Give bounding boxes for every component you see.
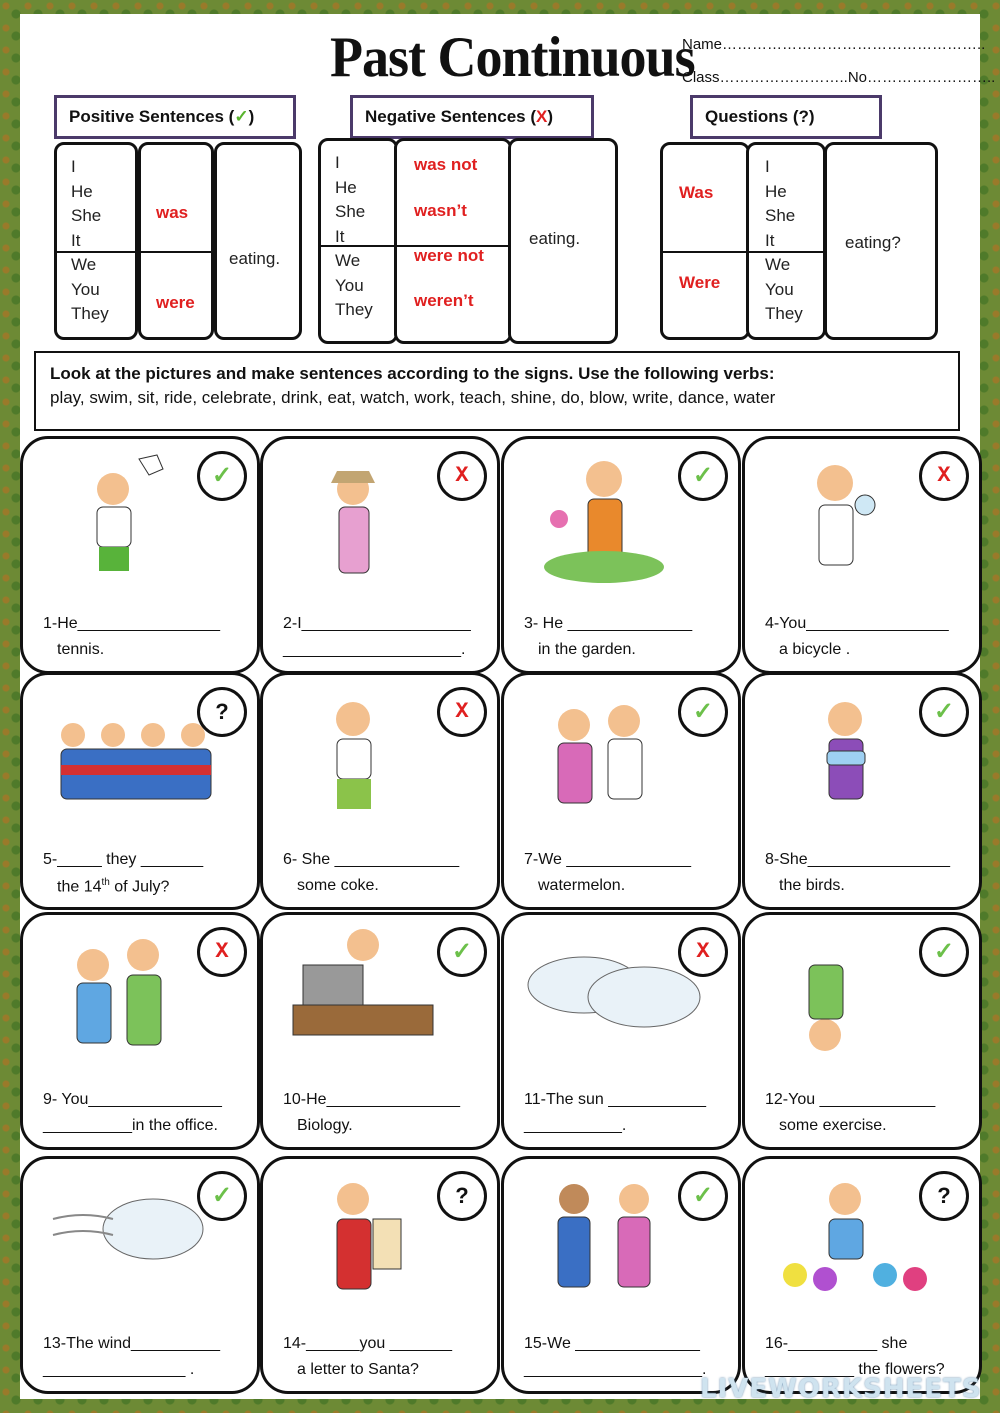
exercise-card bbox=[501, 1156, 741, 1394]
tick-sign-icon: ✓ bbox=[678, 687, 728, 737]
verb: eating. bbox=[529, 229, 581, 248]
worksheet-page bbox=[20, 14, 996, 1404]
questions-header bbox=[690, 95, 882, 139]
sentence-line-2[interactable]: a bicycle . bbox=[779, 641, 851, 658]
negative-header-label: Negative Sentences ( bbox=[365, 107, 537, 126]
sentence-line-1[interactable]: 2-I___________________ bbox=[283, 615, 471, 632]
illustration bbox=[524, 685, 704, 825]
subject: She bbox=[335, 202, 366, 221]
positive-aux-cell bbox=[138, 142, 214, 340]
cross-sign-icon: X bbox=[437, 687, 487, 737]
subject: He bbox=[335, 177, 357, 197]
sentence-line-2[interactable]: some exercise. bbox=[779, 1117, 887, 1134]
question-sign-icon: ? bbox=[919, 1171, 969, 1221]
tick-sign-icon: ✓ bbox=[919, 927, 969, 977]
cross-sign-icon: X bbox=[919, 451, 969, 501]
subject: They bbox=[765, 304, 803, 323]
sentence-line-2[interactable] bbox=[57, 877, 169, 896]
divider bbox=[663, 251, 747, 253]
exercise-card bbox=[260, 1156, 500, 1394]
aux-were: were bbox=[156, 293, 195, 312]
subject: She bbox=[765, 206, 796, 225]
question-sign-icon: ? bbox=[437, 1171, 487, 1221]
negative-header bbox=[350, 95, 594, 139]
tick-sign-icon: ✓ bbox=[678, 1171, 728, 1221]
sentence-part: the 14 bbox=[57, 878, 102, 896]
illustration bbox=[765, 925, 945, 1065]
aux-were-not: were not bbox=[414, 246, 484, 265]
illustration bbox=[43, 685, 223, 825]
sentence-line-2[interactable]: in the garden. bbox=[538, 641, 636, 658]
subject: I bbox=[335, 153, 340, 172]
sentence-line-1[interactable]: 11-The sun ___________ bbox=[524, 1091, 707, 1108]
tick-sign-icon: ✓ bbox=[437, 927, 487, 977]
positive-subjects-pl bbox=[71, 253, 109, 327]
negative-subjects-pl bbox=[335, 249, 373, 323]
sentence-line-2[interactable]: __________ the flowers? bbox=[765, 1361, 945, 1378]
question-subjects-cell bbox=[746, 142, 826, 340]
subject: You bbox=[765, 279, 794, 299]
positive-header bbox=[54, 95, 296, 139]
illustration bbox=[524, 449, 704, 589]
exercise-card bbox=[501, 672, 741, 910]
subject: It bbox=[335, 226, 345, 246]
instructions-text: Look at the pictures and make sentences according to the signs. Use the following verbs: bbox=[50, 364, 775, 383]
name-field[interactable]: Name…………………………………………….. bbox=[682, 36, 986, 53]
subject: He bbox=[765, 181, 787, 201]
exercise-card bbox=[501, 912, 741, 1150]
questions-header-label: Questions (?) bbox=[705, 107, 815, 126]
cross-icon: X bbox=[536, 107, 548, 126]
negative-subjects-sg bbox=[335, 151, 365, 249]
positive-header-label: Positive Sentences ( bbox=[69, 107, 235, 126]
exercise-card bbox=[260, 672, 500, 910]
aux-was: was bbox=[156, 203, 189, 222]
sentence-line-2[interactable]: ____________________. bbox=[524, 1361, 707, 1378]
sentence-line-2[interactable]: ____________________. bbox=[283, 641, 466, 658]
illustration bbox=[765, 449, 945, 589]
class-field[interactable]: Class……………………..No…………………….. bbox=[682, 69, 996, 86]
sentence-part: of July? bbox=[109, 878, 170, 896]
illustration bbox=[283, 685, 463, 825]
sentence-line-1[interactable]: 7-We ______________ bbox=[524, 851, 691, 868]
illustration bbox=[283, 925, 463, 1065]
negative-header-end: ) bbox=[547, 107, 554, 126]
question-sign-icon: ? bbox=[197, 687, 247, 737]
subject: It bbox=[765, 230, 775, 250]
illustration bbox=[43, 1169, 223, 1309]
positive-verb-cell bbox=[214, 142, 302, 340]
sentence-line-1[interactable]: 3- He ______________ bbox=[524, 615, 693, 632]
subject: It bbox=[71, 230, 81, 250]
illustration bbox=[43, 925, 223, 1065]
exercise-card bbox=[20, 1156, 260, 1394]
cross-sign-icon: X bbox=[437, 451, 487, 501]
sentence-line-2[interactable]: the birds. bbox=[779, 877, 845, 894]
exercise-card bbox=[742, 1156, 982, 1394]
sentence-line-2[interactable]: a letter to Santa? bbox=[297, 1361, 419, 1378]
negative-subjects-cell bbox=[318, 138, 398, 344]
subject: You bbox=[335, 275, 364, 295]
sentence-line-2[interactable]: some coke. bbox=[297, 877, 379, 894]
sentence-line-1[interactable]: 6- She ______________ bbox=[283, 851, 460, 868]
illustration bbox=[765, 685, 945, 825]
illustration bbox=[524, 1169, 704, 1309]
subject: She bbox=[71, 206, 102, 225]
aux-werent: weren’t bbox=[414, 291, 474, 310]
tick-icon: ✓ bbox=[234, 107, 249, 126]
exercise-card bbox=[260, 436, 500, 674]
exercise-card bbox=[20, 912, 260, 1150]
exercise-card bbox=[20, 672, 260, 910]
positive-header-end: ) bbox=[248, 107, 255, 126]
sentence-line-1[interactable]: 8-She________________ bbox=[765, 851, 951, 868]
illustration bbox=[765, 1169, 945, 1309]
liveworksheets-logo: LIVEWORKSHEETS bbox=[700, 1374, 982, 1404]
question-subjects-sg bbox=[765, 155, 795, 253]
question-aux-cell bbox=[660, 142, 750, 340]
verb-list: play, swim, sit, ride, celebrate, drink, eat, watch, work, teach, shine, do, blow, write, dance, water bbox=[50, 388, 776, 407]
negative-verb-cell bbox=[508, 138, 618, 344]
sentence-line-1[interactable]: 15-We ______________ bbox=[524, 1335, 700, 1352]
subject: We bbox=[335, 251, 361, 270]
verb: eating. bbox=[229, 249, 281, 268]
aux-was: Was bbox=[679, 183, 714, 202]
tick-sign-icon: ✓ bbox=[197, 1171, 247, 1221]
sentence-line-1[interactable]: 12-You _____________ bbox=[765, 1091, 936, 1108]
sentence-sup: th bbox=[101, 877, 110, 888]
page-title: Past Continuous bbox=[330, 25, 695, 89]
illustration bbox=[524, 925, 704, 1065]
illustration bbox=[283, 449, 463, 589]
exercise-card bbox=[260, 912, 500, 1150]
aux-were: Were bbox=[679, 273, 721, 292]
sentence-line-1[interactable]: 13-The wind__________ bbox=[43, 1335, 221, 1352]
subject: You bbox=[71, 279, 100, 299]
divider bbox=[141, 251, 211, 253]
sentence-line-1[interactable]: 9- You_______________ bbox=[43, 1091, 222, 1108]
sentence-line-2[interactable]: ___________. bbox=[524, 1117, 627, 1134]
question-verb-cell bbox=[824, 142, 938, 340]
subject: I bbox=[71, 157, 76, 176]
sentence-line-1[interactable]: 16-__________ she bbox=[765, 1335, 908, 1352]
divider bbox=[321, 245, 395, 247]
sentence-line-1[interactable]: 1-He________________ bbox=[43, 615, 221, 632]
subject: They bbox=[71, 304, 109, 323]
positive-subjects-cell bbox=[54, 142, 138, 340]
verb: eating? bbox=[845, 233, 901, 252]
sentence-line-2[interactable]: __________in the office. bbox=[43, 1117, 218, 1134]
positive-subjects-sg bbox=[71, 155, 101, 253]
sentence-line-1[interactable]: 10-He_______________ bbox=[283, 1091, 461, 1108]
illustration bbox=[43, 449, 223, 589]
sentence-line-2[interactable]: tennis. bbox=[57, 641, 105, 658]
aux-wasnt: wasn’t bbox=[414, 201, 467, 220]
subject: We bbox=[71, 255, 97, 274]
illustration bbox=[283, 1169, 463, 1309]
exercise-card bbox=[742, 436, 982, 674]
subject: He bbox=[71, 181, 93, 201]
exercise-card bbox=[742, 672, 982, 910]
sentence-line-1[interactable]: 5-_____ they _______ bbox=[43, 851, 204, 868]
sentence-line-2[interactable]: ________________ . bbox=[43, 1361, 195, 1378]
cross-sign-icon: X bbox=[197, 927, 247, 977]
tick-sign-icon: ✓ bbox=[197, 451, 247, 501]
exercise-card bbox=[501, 436, 741, 674]
subject: They bbox=[335, 300, 373, 319]
negative-aux-cell bbox=[394, 138, 512, 344]
exercise-card bbox=[742, 912, 982, 1150]
exercise-card bbox=[20, 436, 260, 674]
tick-sign-icon: ✓ bbox=[678, 451, 728, 501]
subject: We bbox=[765, 255, 791, 274]
tick-sign-icon: ✓ bbox=[919, 687, 969, 737]
sentence-line-1[interactable]: 14-______you _______ bbox=[283, 1335, 453, 1352]
sentence-line-2[interactable]: Biology. bbox=[297, 1117, 353, 1134]
instructions-box bbox=[34, 351, 960, 431]
aux-was-not: was not bbox=[414, 155, 478, 174]
sentence-line-1[interactable]: 4-You________________ bbox=[765, 615, 949, 632]
cross-sign-icon: X bbox=[678, 927, 728, 977]
sentence-line-2[interactable]: watermelon. bbox=[538, 877, 626, 894]
question-subjects-pl bbox=[765, 253, 803, 327]
subject: I bbox=[765, 157, 770, 176]
